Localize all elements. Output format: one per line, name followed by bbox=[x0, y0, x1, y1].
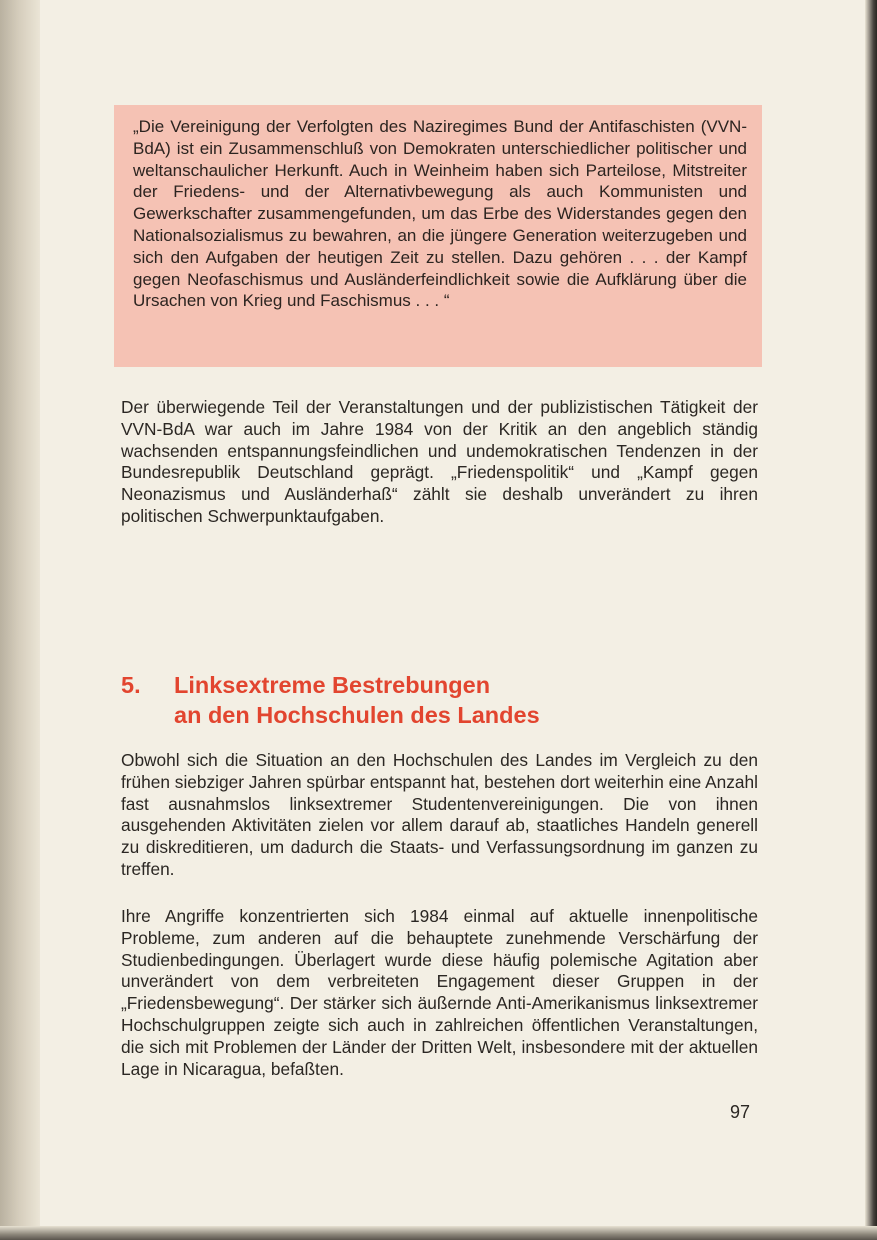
body-paragraph-3: Ihre Angriffe konzentrierten sich 1984 einmal auf aktuelle innenpolitische Probleme, zum anderen auf die behauptete zunehmende Verschärfung der Studienbedingungen. Überlagert wurde diese häufig polemische Agitation aber unverändert von dem verbreiteten Engagement dieser Gruppen in der „Friedensbewegung“. Der stärker sich äußernde Anti-Amerikanismus linksextremer Hochschulgruppen zeigte sich auch in zahlreichen öffentlichen Veranstaltungen, die sich mit Problemen der Länder der Dritten Welt, insbesondere mit der aktuellen Lage in Nicaragua, befaßten. bbox=[121, 906, 758, 1079]
page-right-edge bbox=[865, 0, 877, 1240]
quote-text: „Die Vereinigung der Verfolgten des Naziregimes Bund der Antifaschisten (VVN-BdA) ist ein Zusammenschluß von Demokraten unterschiedlicher politischer und weltanschaulicher Herkunft. Auch in Weinheim haben sich Parteilose, Mitstreiter der Friedens- und der Alternativbewegung als auch Kommunisten und Gewerkschafter zusammengefunden, um das Erbe des Widerstandes gegen den Nationalsozialismus zu bewahren, an die jüngere Generation weiterzugeben und sich den Aufgaben der heutigen Zeit zu stellen. Dazu gehören . . . der Kampf gegen Neofaschismus und Ausländerfeindlichkeit sowie die Aufklärung über die Ursachen von Krieg und Faschismus . . . “ bbox=[133, 117, 747, 311]
book-gutter-shadow bbox=[0, 0, 40, 1240]
page-bottom-edge bbox=[0, 1226, 877, 1240]
section-title-line-1: Linksextreme Bestrebungen bbox=[174, 672, 491, 698]
section-number: 5. bbox=[121, 672, 141, 698]
page-number: 97 bbox=[730, 1102, 751, 1122]
body-paragraph-1: Der überwiegende Teil der Veranstaltungen und der publizistischen Tätigkeit der VVN-BdA war auch im Jahre 1984 von der Kritik an den angeblich ständig wachsenden entspannungsfeindlichen und undemokratischen Tendenzen in der Bundesrepublik Deutschland geprägt. „Friedenspolitik“ und „Kampf gegen Neonazismus und Ausländerhaß“ zählt sie deshalb unverändert zu ihren politischen Schwerpunktaufgaben. bbox=[121, 397, 758, 526]
section-heading bbox=[121, 670, 540, 730]
section-title-line-2: an den Hochschulen des Landes bbox=[174, 702, 540, 728]
body-paragraph-2: Obwohl sich die Situation an den Hochschulen des Landes im Vergleich zu den frühen siebziger Jahren spürbar entspannt hat, bestehen dort weiterhin eine Anzahl fast ausnahmslos linksextremer Studentenvereinigungen. Die von ihnen ausgehenden Aktivitäten zielen vor allem darauf ab, staatliches Handeln generell zu diskreditieren, um dadurch die Staats- und Verfassungsordnung im ganzen zu treffen. bbox=[121, 750, 758, 879]
